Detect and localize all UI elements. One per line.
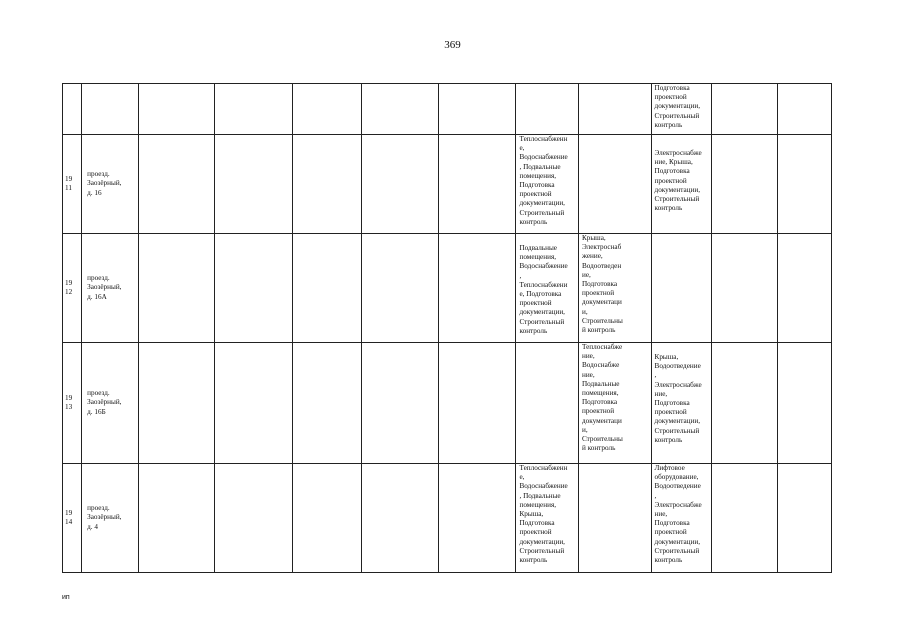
row-number-cell: 19 12 [63,234,82,343]
row-number-cell: 19 14 [63,464,82,573]
address-cell: проезд. Заозёрный, д. 16 [82,135,138,234]
empty-cell [438,464,516,573]
empty-cell [777,234,832,343]
empty-cell [712,84,778,135]
empty-cell [777,343,832,464]
row-number-cell: 19 11 [63,135,82,234]
work-list-cell: Подвальные помещения, Водоснабжение , Теплоснабжени е, Подготовка проектной документации, Строительный контроль [516,234,578,343]
table-row [63,135,832,234]
work-list-cell [578,464,651,573]
empty-cell [712,343,778,464]
empty-cell [362,84,439,135]
address-cell [82,84,138,135]
empty-cell [438,234,516,343]
work-list-cell [516,343,578,464]
work-list-cell: Подготовка проектной документации, Строительный контроль [651,84,711,135]
empty-cell [215,234,293,343]
empty-cell [438,343,516,464]
table-row [63,464,832,573]
table-row [63,343,832,464]
empty-cell [777,84,832,135]
empty-cell [712,234,778,343]
row-number-cell [63,84,82,135]
empty-cell [362,234,439,343]
empty-cell [292,234,362,343]
empty-cell [215,84,293,135]
footer-mark: ип [62,594,70,601]
address-cell: проезд. Заозёрный, д. 16Б [82,343,138,464]
address-cell: проезд. Заозёрный, д. 16А [82,234,138,343]
work-list-cell: Теплоснабженн е, Водоснабжение , Подвальные помещения, Крыша, Подготовка проектной документации, Строительный контроль [516,464,578,573]
table-row [63,84,832,135]
row-number-cell: 19 13 [63,343,82,464]
empty-cell [292,135,362,234]
table-row [63,234,832,343]
empty-cell [138,135,215,234]
schedule-table [62,83,832,573]
empty-cell [292,464,362,573]
work-list-cell [516,84,578,135]
empty-cell [362,343,439,464]
empty-cell [438,84,516,135]
empty-cell [712,464,778,573]
work-list-cell [651,234,711,343]
empty-cell [138,464,215,573]
work-list-cell: Теплоснабженн е, Водоснабжение , Подвальные помещения, Подготовка проектной документации, Строительный контроль [516,135,578,234]
work-list-cell [578,84,651,135]
empty-cell [138,343,215,464]
work-list-cell: Крыша, Электроснаб жение, Водоотведен ие, Подготовка проектной документаци и, Строительны й контроль [578,234,651,343]
work-list-cell [578,135,651,234]
work-list-cell: Крыша, Водоотведение , Электроснабже ние, Подготовка проектной документации, Строительный контроль [651,343,711,464]
empty-cell [292,343,362,464]
empty-cell [777,464,832,573]
empty-cell [215,464,293,573]
empty-cell [362,135,439,234]
empty-cell [438,135,516,234]
empty-cell [138,84,215,135]
work-list-cell: Лифтовое оборудование, Водоотведение , Электроснабже ние, Подготовка проектной документации, Строительный контроль [651,464,711,573]
empty-cell [292,84,362,135]
page-number: 369 [444,39,461,51]
empty-cell [712,135,778,234]
empty-cell [777,135,832,234]
work-list-cell: Электроснабже ние, Крыша, Подготовка проектной документации, Строительный контроль [651,135,711,234]
empty-cell [138,234,215,343]
empty-cell [215,343,293,464]
address-cell: проезд. Заозёрный, д. 4 [82,464,138,573]
empty-cell [362,464,439,573]
empty-cell [215,135,293,234]
work-list-cell: Теплоснабже ние, Водоснабже ние, Подвальные помещения, Подготовка проектной документаци и, Строительны й контроль [578,343,651,464]
